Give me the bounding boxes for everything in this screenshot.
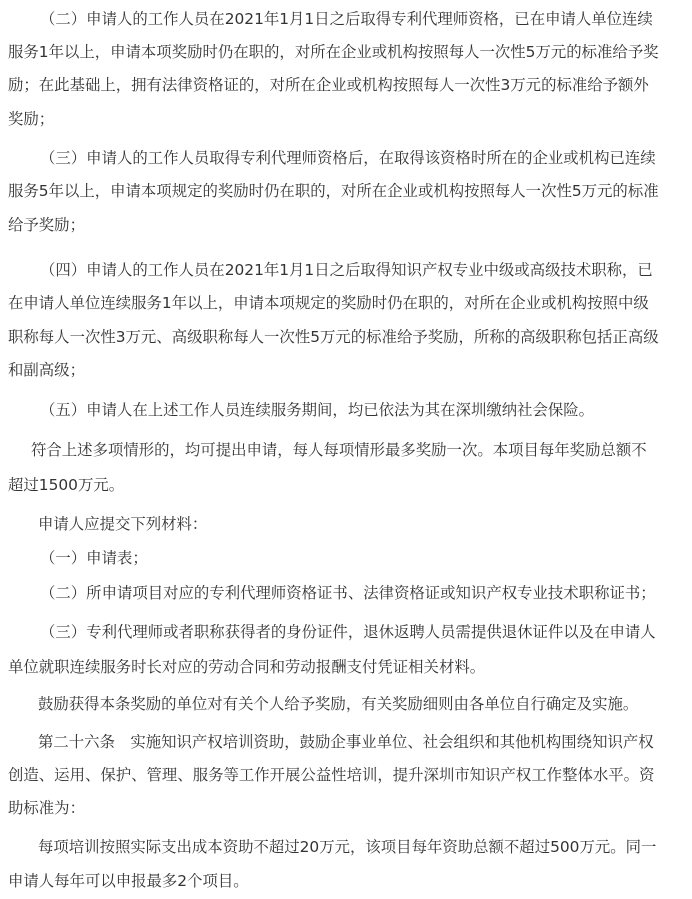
paragraph-line: （三）专利代理师或者职称获得者的身份证件，退休返聘人员需提供退休证件以及在申请人 — [40, 623, 656, 641]
paragraph-line: 单位就职连续服务时长对应的劳动合同和劳动报酬支付凭证相关材料。 — [8, 658, 486, 676]
paragraph-line: 每项培训按照实际支出成本资助不超过20万元，该项目每年资助总额不超过500万元。同一 — [38, 838, 657, 856]
paragraph-line: （二）申请人的工作人员在2021年1月1日之后取得专利代理师资格，已在申请人单位连续 — [40, 10, 653, 28]
paragraph-line: 申请人每年可以申报最多2个项目。 — [8, 872, 249, 890]
paragraph-line: 服务1年以上，申请本项奖励时仍在职的，对所在企业或机构按照每人一次性5万元的标准给予奖 — [8, 43, 659, 61]
paragraph-line: （一）申请表； — [40, 549, 148, 567]
paragraph-line: （二）所申请项目对应的专利代理师资格证书、法律资格证或知识产权专业技术职称证书； — [40, 584, 656, 602]
paragraph-line: 创造、运用、保护、管理、服务等工作开展公益性培训，提升深圳市知识产权工作整体水平。资 — [8, 766, 655, 784]
paragraph-line: 助标准为： — [8, 799, 85, 817]
paragraph-line: 励；在此基础上，拥有法律资格证的，对所在企业或机构按照每人一次性3万元的标准给予额外 — [8, 76, 649, 94]
paragraph-line: 申请人应提交下列材料： — [38, 515, 208, 533]
paragraph-line: 和副高级； — [8, 361, 85, 379]
paragraph-line: （三）申请人的工作人员取得专利代理师资格后，在取得该资格时所在的企业或机构已连续 — [40, 149, 656, 167]
paragraph-line: （五）申请人在上述工作人员连续服务期间，均已依法为其在深圳缴纳社会保险。 — [40, 401, 595, 419]
paragraph-line: 符合上述多项情形的，均可提出申请，每人每项情形最多奖励一次。本项目每年奖励总额不 — [31, 441, 647, 459]
paragraph-line: 超过1500万元。 — [8, 476, 125, 494]
paragraph-line: 在申请人单位连续服务1年以上，申请本项规定的奖励时仍在职的，对所在企业或机构按照中级 — [8, 294, 649, 312]
paragraph-line: 服务5年以上，申请本项规定的奖励时仍在职的，对所在企业或机构按照每人一次性5万元的标准 — [8, 182, 659, 200]
paragraph-line: 鼓励获得本条奖励的单位对有关个人给予奖励，有关奖励细则由各单位自行确定及实施。 — [38, 695, 639, 713]
paragraph-line: （四）申请人的工作人员在2021年1月1日之后取得知识产权专业中级或高级技术职称，已 — [40, 261, 653, 279]
paragraph-line: 第二十六条 实施知识产权培训资助，鼓励企事业单位、社会组织和其他机构围绕知识产权 — [38, 733, 654, 751]
paragraph-line: 奖励； — [8, 110, 55, 128]
paragraph-line: 给予奖励； — [8, 216, 85, 234]
paragraph-line: 职称每人一次性3万元、高级职称每人一次性5万元的标准给予奖励，所称的高级职称包括正高级 — [8, 328, 659, 346]
